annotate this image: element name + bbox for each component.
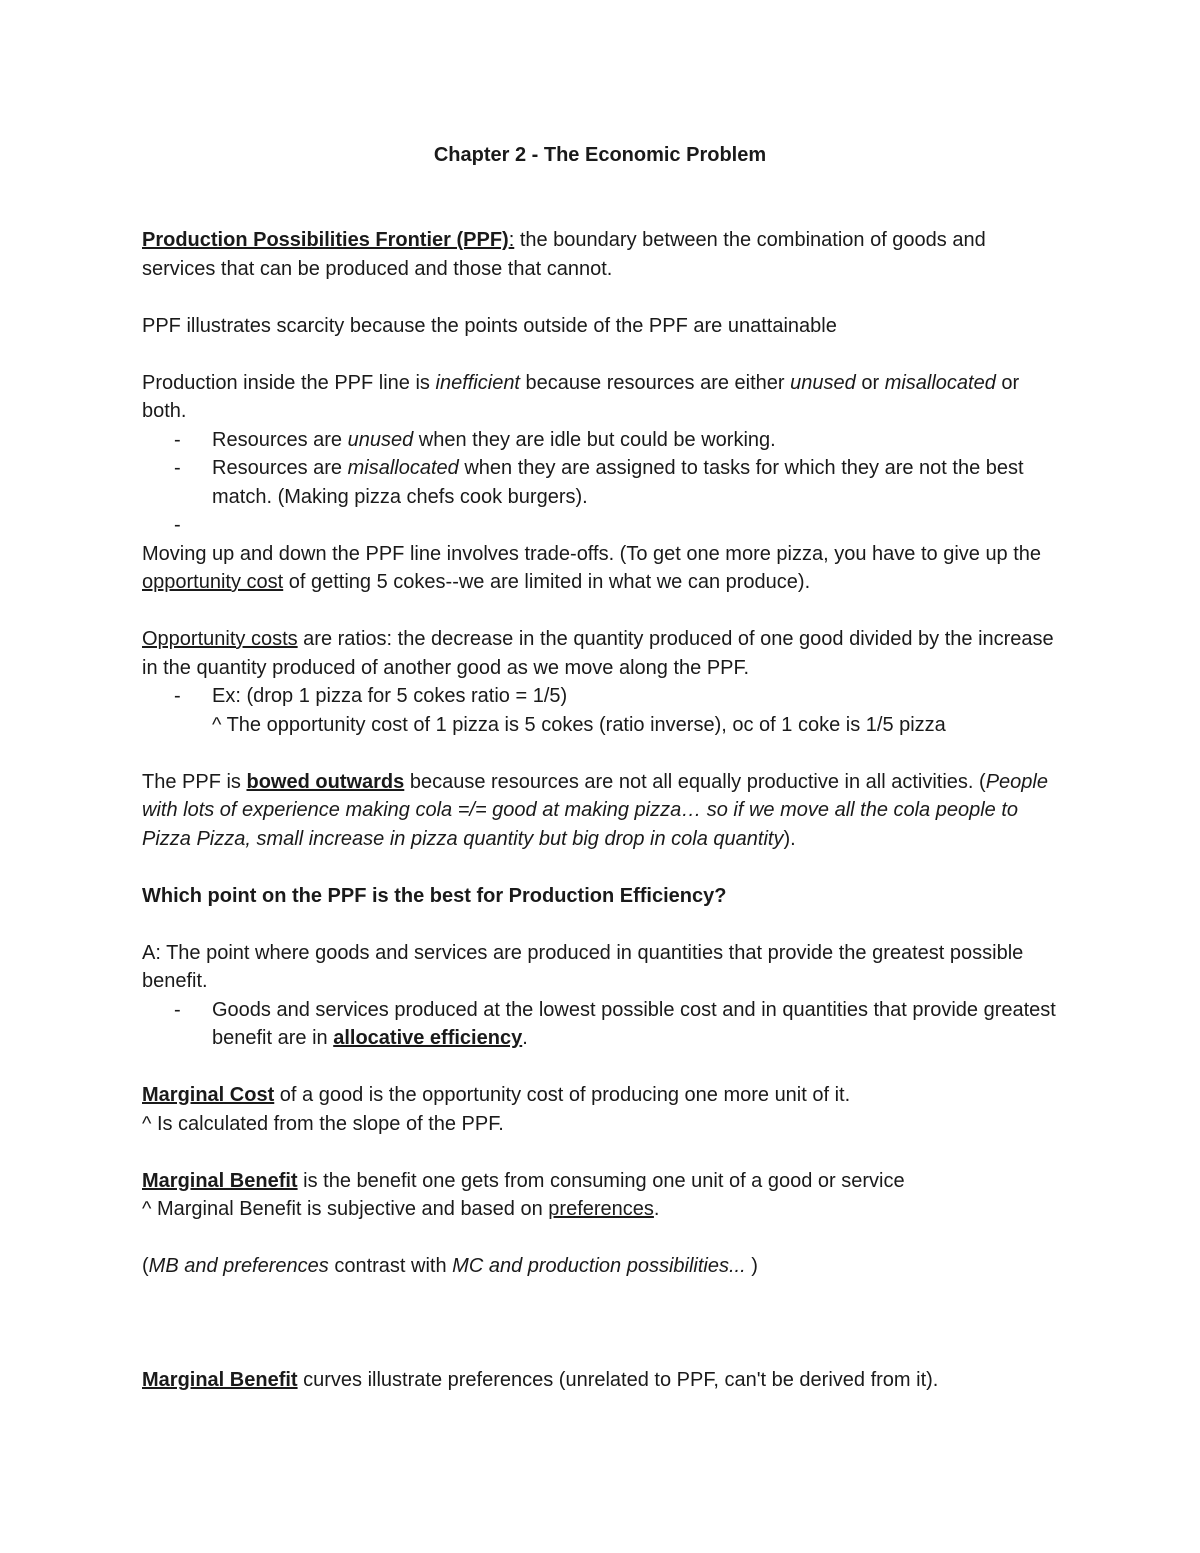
tradeoffs-paragraph: Moving up and down the PPF line involves trade-offs. (To get one more pizza, you have to give up the opportunity cost of getting 5 cokes--we are limited in what we can produce).: [142, 542, 1042, 593]
list-item: - Resources are unused when they are idle but could be working.: [174, 428, 776, 451]
marginal-cost-note: ^ Is calculated from the slope of the PPF.: [142, 1112, 504, 1135]
opportunity-cost-paragraph: Opportunity costs are ratios: the decrease in the quantity produced of one good divided by the increase in the quantity produced of another good as we move along the PPF.: [142, 628, 1054, 679]
list-item-empty: -: [174, 514, 181, 536]
question-heading: Which point on the PPF is the best for Production Efficiency?: [142, 884, 727, 907]
opportunity-cost-note: ^ The opportunity cost of 1 pizza is 5 cokes (ratio inverse), oc of 1 coke is 1/5 pizza: [212, 713, 946, 736]
list-item: - Goods and services produced at the lowest possible cost and in quantities that provide greatest benefit are in allocative efficiency.: [174, 998, 1056, 1049]
marginal-benefit-paragraph: Marginal Benefit is the benefit one gets from consuming one unit of a good or service: [142, 1169, 905, 1192]
marginal-benefit-note: ^ Marginal Benefit is subjective and based on preferences.: [142, 1198, 660, 1220]
list-item: - Ex: (drop 1 pizza for 5 cokes ratio = 1/5): [174, 685, 568, 707]
answer-list: [142, 996, 1062, 1053]
list-item: - Resources are misallocated when they are assigned to tasks for which they are not the best match. (Making pizza chefs cook burgers).: [174, 457, 1024, 508]
opportunity-cost-list: [142, 682, 1062, 711]
ppf-definition: Production Possibilities Frontier (PPF): the boundary between the combination of goods and services that can be produced and those that cannot.: [142, 229, 986, 280]
answer-paragraph: A: The point where goods and services are produced in quantities that provide the greatest possible benefit.: [142, 941, 1024, 992]
marginal-cost-paragraph: Marginal Cost of a good is the opportunity cost of producing one more unit of it.: [142, 1084, 851, 1106]
bowed-paragraph: The PPF is bowed outwards because resources are not all equally productive in all activities. (People with lots of experience making cola =/= good at making pizza… so if we move all the cola people to Pizza Pizza, small increase in pizza quantity but big drop in cola quantity).: [142, 770, 1048, 850]
inefficient-paragraph: Production inside the PPF line is inefficient because resources are either unused or misallocated or both.: [142, 371, 1020, 422]
ppf-term: Production Possibilities Frontier (PPF): [142, 229, 509, 251]
page-title: Chapter 2 - The Economic Problem: [433, 144, 767, 166]
document-body: [142, 226, 1062, 1395]
marginal-benefit-curves-paragraph: Marginal Benefit curves illustrate preferences (unrelated to PPF, can't be derived from it).: [142, 1369, 939, 1391]
contrast-note: (MB and preferences contrast with MC and production possibilities... ): [142, 1255, 758, 1277]
scarcity-statement: PPF illustrates scarcity because the points outside of the PPF are unattainable: [142, 314, 837, 337]
resources-list: [142, 426, 1062, 540]
